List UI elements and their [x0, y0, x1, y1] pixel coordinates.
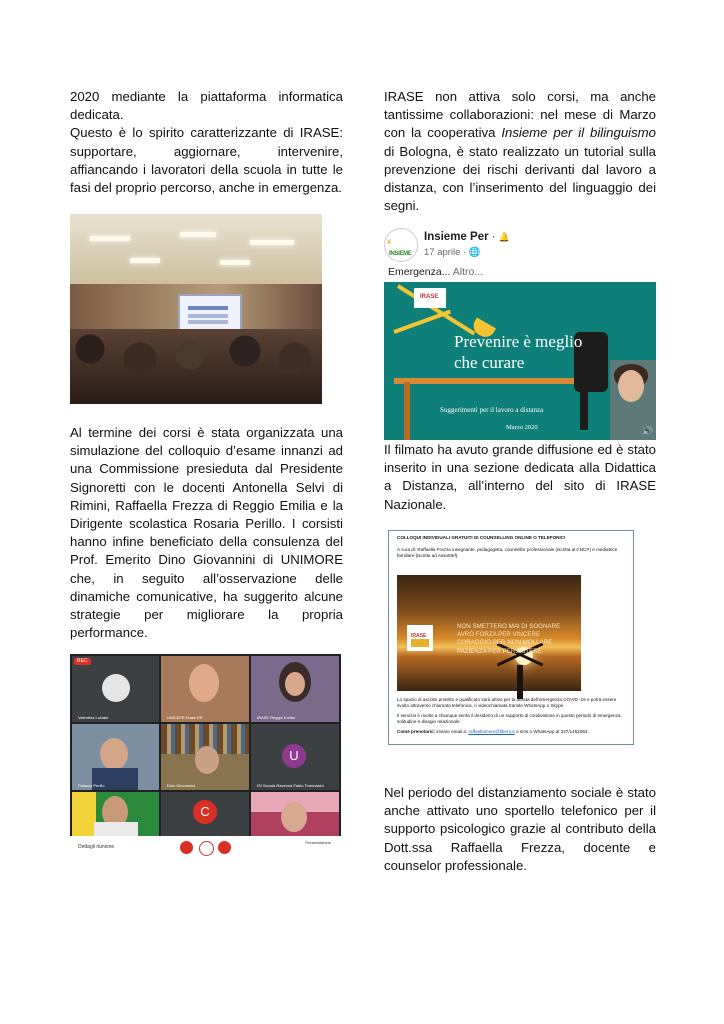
- participant-name: IRASE Reggio Emilia: [257, 715, 295, 720]
- irase-logo: IRASE: [407, 625, 433, 651]
- counselling-flyer: [388, 530, 634, 745]
- right-column: [384, 88, 656, 215]
- participant-tile: [161, 792, 249, 836]
- video-subtitle: Suggerimenti per il lavoro a distanza: [440, 406, 544, 414]
- participant-name: UNICEFE Frase ER: [167, 715, 203, 720]
- right-lower-text: [384, 784, 656, 875]
- video-call-screenshot: [70, 654, 341, 860]
- right-para-1: [384, 88, 656, 215]
- participant-tile: [161, 724, 249, 790]
- speaker-icon[interactable]: 🔊: [642, 426, 654, 436]
- participant-name: Palazzo Perillo: [78, 783, 105, 788]
- page-name[interactable]: Insieme Per · 🔔: [424, 231, 511, 243]
- video-title-line-2: che curare: [454, 353, 525, 372]
- bell-icon[interactable]: 🔔: [498, 232, 511, 242]
- participant-tile: [72, 792, 159, 836]
- hangup-icon[interactable]: [199, 841, 214, 856]
- camera-off-icon[interactable]: [218, 841, 231, 854]
- participant-name: Dino Giovannini: [167, 783, 196, 788]
- participant-name: Valentina Luciani: [78, 715, 109, 720]
- globe-icon: 🌐: [468, 247, 481, 258]
- cooperative-name: Insieme per il bilinguismo: [501, 125, 657, 141]
- right-mid-text: [384, 441, 656, 514]
- present-button[interactable]: Presentazione: [305, 840, 331, 845]
- participant-tile: [72, 724, 159, 790]
- left-para-3: Al termine dei corsi è stata organizzata una simulazione del colloquio d’esame innanzi ad una Commissione presieduta dal Presidente Signoretti con le docenti Antonella Selvi di Rimini, Raffaella Frezza di Reggio Emilia e la Dirigente scolastica Rosaria Perillo. I corsisti hanno infine beneficiato della consulenza del Prof. Emerito Dino Giovannini di UNIMORE che, in seguito all’osservazione delle dinamiche comunicative, ha suggerito alcune strategie per migliorare la propria performance.: [70, 425, 343, 641]
- left-para-2: Questo è lo spirito caratterizzante di IRASE: supportare, aggiornare, intervenire, affiancando i lavoratori della scuola in tutte le fasi del proprio percorso, anche in emergenza.: [70, 125, 343, 196]
- left-para-1: 2020 mediante la piattaforma informatica dedicata.: [70, 89, 343, 123]
- participant-tile: [251, 656, 339, 722]
- irase-logo: IRASE: [414, 288, 446, 308]
- page-avatar[interactable]: INSIEME X: [384, 228, 418, 262]
- call-controls-bar: [70, 836, 341, 860]
- flyer-curated-by: A cura di: Raffaella Frezza insegnante, pedagogista, counsellor professionale (iscritta al CNCP) e mediatrice familiare (iscritta ad AssoMef).: [397, 547, 618, 558]
- flyer-booking: Come prenotarsi: inviare email a: raffaellamore@libero.it o sms o WhatsApp al 347/1452064.: [397, 729, 589, 734]
- avatar: [102, 674, 130, 702]
- flyer-body-1: Lo spazio di ascolto protetto e qualificato sarà attivo per la durata dell’emergenza COVID -19 e potrà essere svolto attraverso chiamata telefonica, o videochiamata tramite WhatsApp o Skype.: [397, 697, 617, 708]
- post-video[interactable]: [384, 282, 656, 440]
- more-link[interactable]: Altro...: [452, 266, 484, 278]
- right-para-1-a: IRASE non attiva solo corsi, ma anche tantissime collaborazioni: nel mese di Marzo con la cooperativa: [384, 89, 656, 141]
- right-para-2: Il filmato ha avuto grande diffusione ed è stato inserito in una sezione dedicata alla Didattica a Distanza, all’interno del sito di IRASE Nazionale.: [384, 442, 656, 512]
- participant-tile: [72, 656, 159, 722]
- participant-tile: [161, 656, 249, 722]
- classroom-photo: [70, 214, 322, 404]
- left-column: [70, 88, 343, 197]
- participant-tile: [251, 724, 339, 790]
- avatar: U: [282, 744, 306, 768]
- flyer-quote: NON SMETTERO MAI DI SOGNARE AVRÒ FORZA PER VINCERE CORAGGIO PER NON MOLLARE PAZIENZA PER PERSISTERE.: [457, 623, 561, 655]
- right-para-1-b: di Bologna, è stato realizzato un tutorial sulla prevenzione dei rischi derivanti dal lavoro a distanza, con l’inserimento del linguaggio dei segni.: [384, 143, 656, 214]
- post-text: Emergenza... Altro...: [388, 266, 484, 278]
- rec-badge: REC: [74, 658, 91, 665]
- flyer-heading: COLLOQUI INDIVIDUALI GRATUITI DI COUNSELLING ONLINE O TELEFONICI: [397, 535, 566, 540]
- video-title-line-1: Prevenire è meglio: [454, 332, 583, 351]
- participant-name: ISI Scuola Ravenna Fabio Tommasini: [257, 783, 324, 788]
- sunset-image: [397, 575, 581, 691]
- left-lower-text: [70, 424, 343, 642]
- right-para-3: Nel periodo del distanziamento sociale è stato anche attivato uno sportello telefonico per il supporto psicologico grazie al contributo della Dott.ssa Raffaella Frezza, docente e counselor professionale.: [384, 785, 656, 873]
- video-date: Marzo 2020: [506, 424, 538, 431]
- meeting-details-button[interactable]: Dettagli riunione: [78, 844, 115, 850]
- avatar: C: [193, 800, 217, 824]
- post-date[interactable]: 17 aprile · 🌐: [424, 247, 481, 258]
- mic-off-icon[interactable]: [180, 841, 193, 854]
- email-link[interactable]: raffaellamore@libero.it: [468, 729, 515, 734]
- flyer-body-2: Il servizio è rivolto a chiunque senta il desiderio di un supporto di condivisione in questo periodo di emergenza, solitudine e disagio relazionale.: [397, 713, 622, 724]
- participant-tile: [251, 792, 339, 836]
